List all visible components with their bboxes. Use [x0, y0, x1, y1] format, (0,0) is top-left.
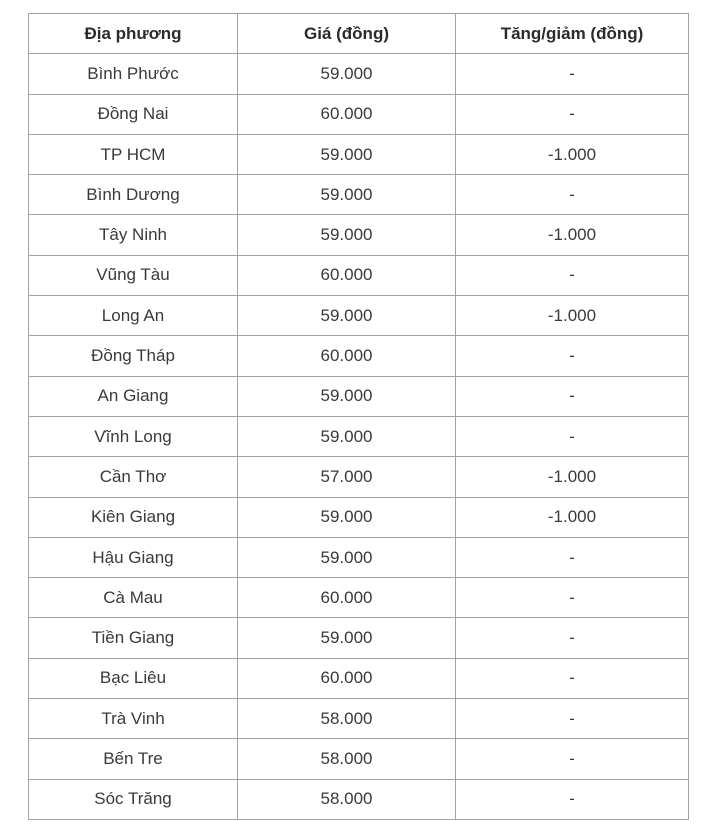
cell-price: 59.000 — [238, 296, 456, 336]
cell-change: -1.000 — [456, 215, 689, 255]
table-row — [29, 175, 689, 215]
cell-region: Long An — [29, 296, 238, 336]
table-row — [29, 457, 689, 497]
table-row — [29, 699, 689, 739]
cell-change: -1.000 — [456, 457, 689, 497]
cell-region: Sóc Trăng — [29, 779, 238, 819]
cell-price: 59.000 — [238, 376, 456, 416]
table-row — [29, 296, 689, 336]
table-row — [29, 497, 689, 537]
cell-change: - — [456, 255, 689, 295]
table-row — [29, 376, 689, 416]
cell-region: Vũng Tàu — [29, 255, 238, 295]
cell-region: Cà Mau — [29, 578, 238, 618]
table-row — [29, 134, 689, 174]
table-row — [29, 537, 689, 577]
cell-region: Tiền Giang — [29, 618, 238, 658]
cell-change: - — [456, 739, 689, 779]
table-row — [29, 578, 689, 618]
cell-price: 59.000 — [238, 618, 456, 658]
table-header-row — [29, 14, 689, 54]
cell-change: - — [456, 658, 689, 698]
table-row — [29, 739, 689, 779]
table-row — [29, 255, 689, 295]
cell-change: - — [456, 376, 689, 416]
cell-change: - — [456, 416, 689, 456]
cell-region: Hậu Giang — [29, 537, 238, 577]
cell-price: 59.000 — [238, 134, 456, 174]
table-row — [29, 336, 689, 376]
cell-change: - — [456, 779, 689, 819]
cell-region: Bình Phước — [29, 54, 238, 94]
cell-change: -1.000 — [456, 296, 689, 336]
cell-region: Bình Dương — [29, 175, 238, 215]
cell-region: Bạc Liêu — [29, 658, 238, 698]
cell-price: 57.000 — [238, 457, 456, 497]
cell-price: 59.000 — [238, 416, 456, 456]
cell-price: 60.000 — [238, 578, 456, 618]
cell-region: TP HCM — [29, 134, 238, 174]
cell-region: An Giang — [29, 376, 238, 416]
cell-region: Đồng Tháp — [29, 336, 238, 376]
table-row — [29, 54, 689, 94]
cell-price: 60.000 — [238, 255, 456, 295]
table-row — [29, 779, 689, 819]
price-table — [28, 13, 689, 820]
table-body — [29, 54, 689, 820]
cell-price: 60.000 — [238, 336, 456, 376]
cell-region: Kiên Giang — [29, 497, 238, 537]
cell-region: Trà Vinh — [29, 699, 238, 739]
cell-change: - — [456, 618, 689, 658]
header-price: Giá (đồng) — [238, 14, 456, 54]
cell-price: 59.000 — [238, 215, 456, 255]
cell-change: -1.000 — [456, 134, 689, 174]
header-region: Địa phương — [29, 14, 238, 54]
cell-change: - — [456, 94, 689, 134]
cell-price: 59.000 — [238, 175, 456, 215]
cell-price: 59.000 — [238, 54, 456, 94]
cell-price: 59.000 — [238, 537, 456, 577]
cell-change: - — [456, 175, 689, 215]
cell-region: Tây Ninh — [29, 215, 238, 255]
cell-price: 60.000 — [238, 658, 456, 698]
cell-region: Đồng Nai — [29, 94, 238, 134]
cell-change: - — [456, 537, 689, 577]
table-row — [29, 416, 689, 456]
cell-price: 58.000 — [238, 779, 456, 819]
cell-region: Cần Thơ — [29, 457, 238, 497]
cell-price: 58.000 — [238, 699, 456, 739]
header-change: Tăng/giảm (đồng) — [456, 14, 689, 54]
table-row — [29, 215, 689, 255]
cell-change: -1.000 — [456, 497, 689, 537]
cell-change: - — [456, 578, 689, 618]
cell-region: Vĩnh Long — [29, 416, 238, 456]
cell-change: - — [456, 336, 689, 376]
cell-price: 59.000 — [238, 497, 456, 537]
table-row — [29, 618, 689, 658]
cell-price: 60.000 — [238, 94, 456, 134]
cell-region: Bến Tre — [29, 739, 238, 779]
table-row — [29, 94, 689, 134]
table-row — [29, 658, 689, 698]
cell-change: - — [456, 699, 689, 739]
cell-change: - — [456, 54, 689, 94]
cell-price: 58.000 — [238, 739, 456, 779]
